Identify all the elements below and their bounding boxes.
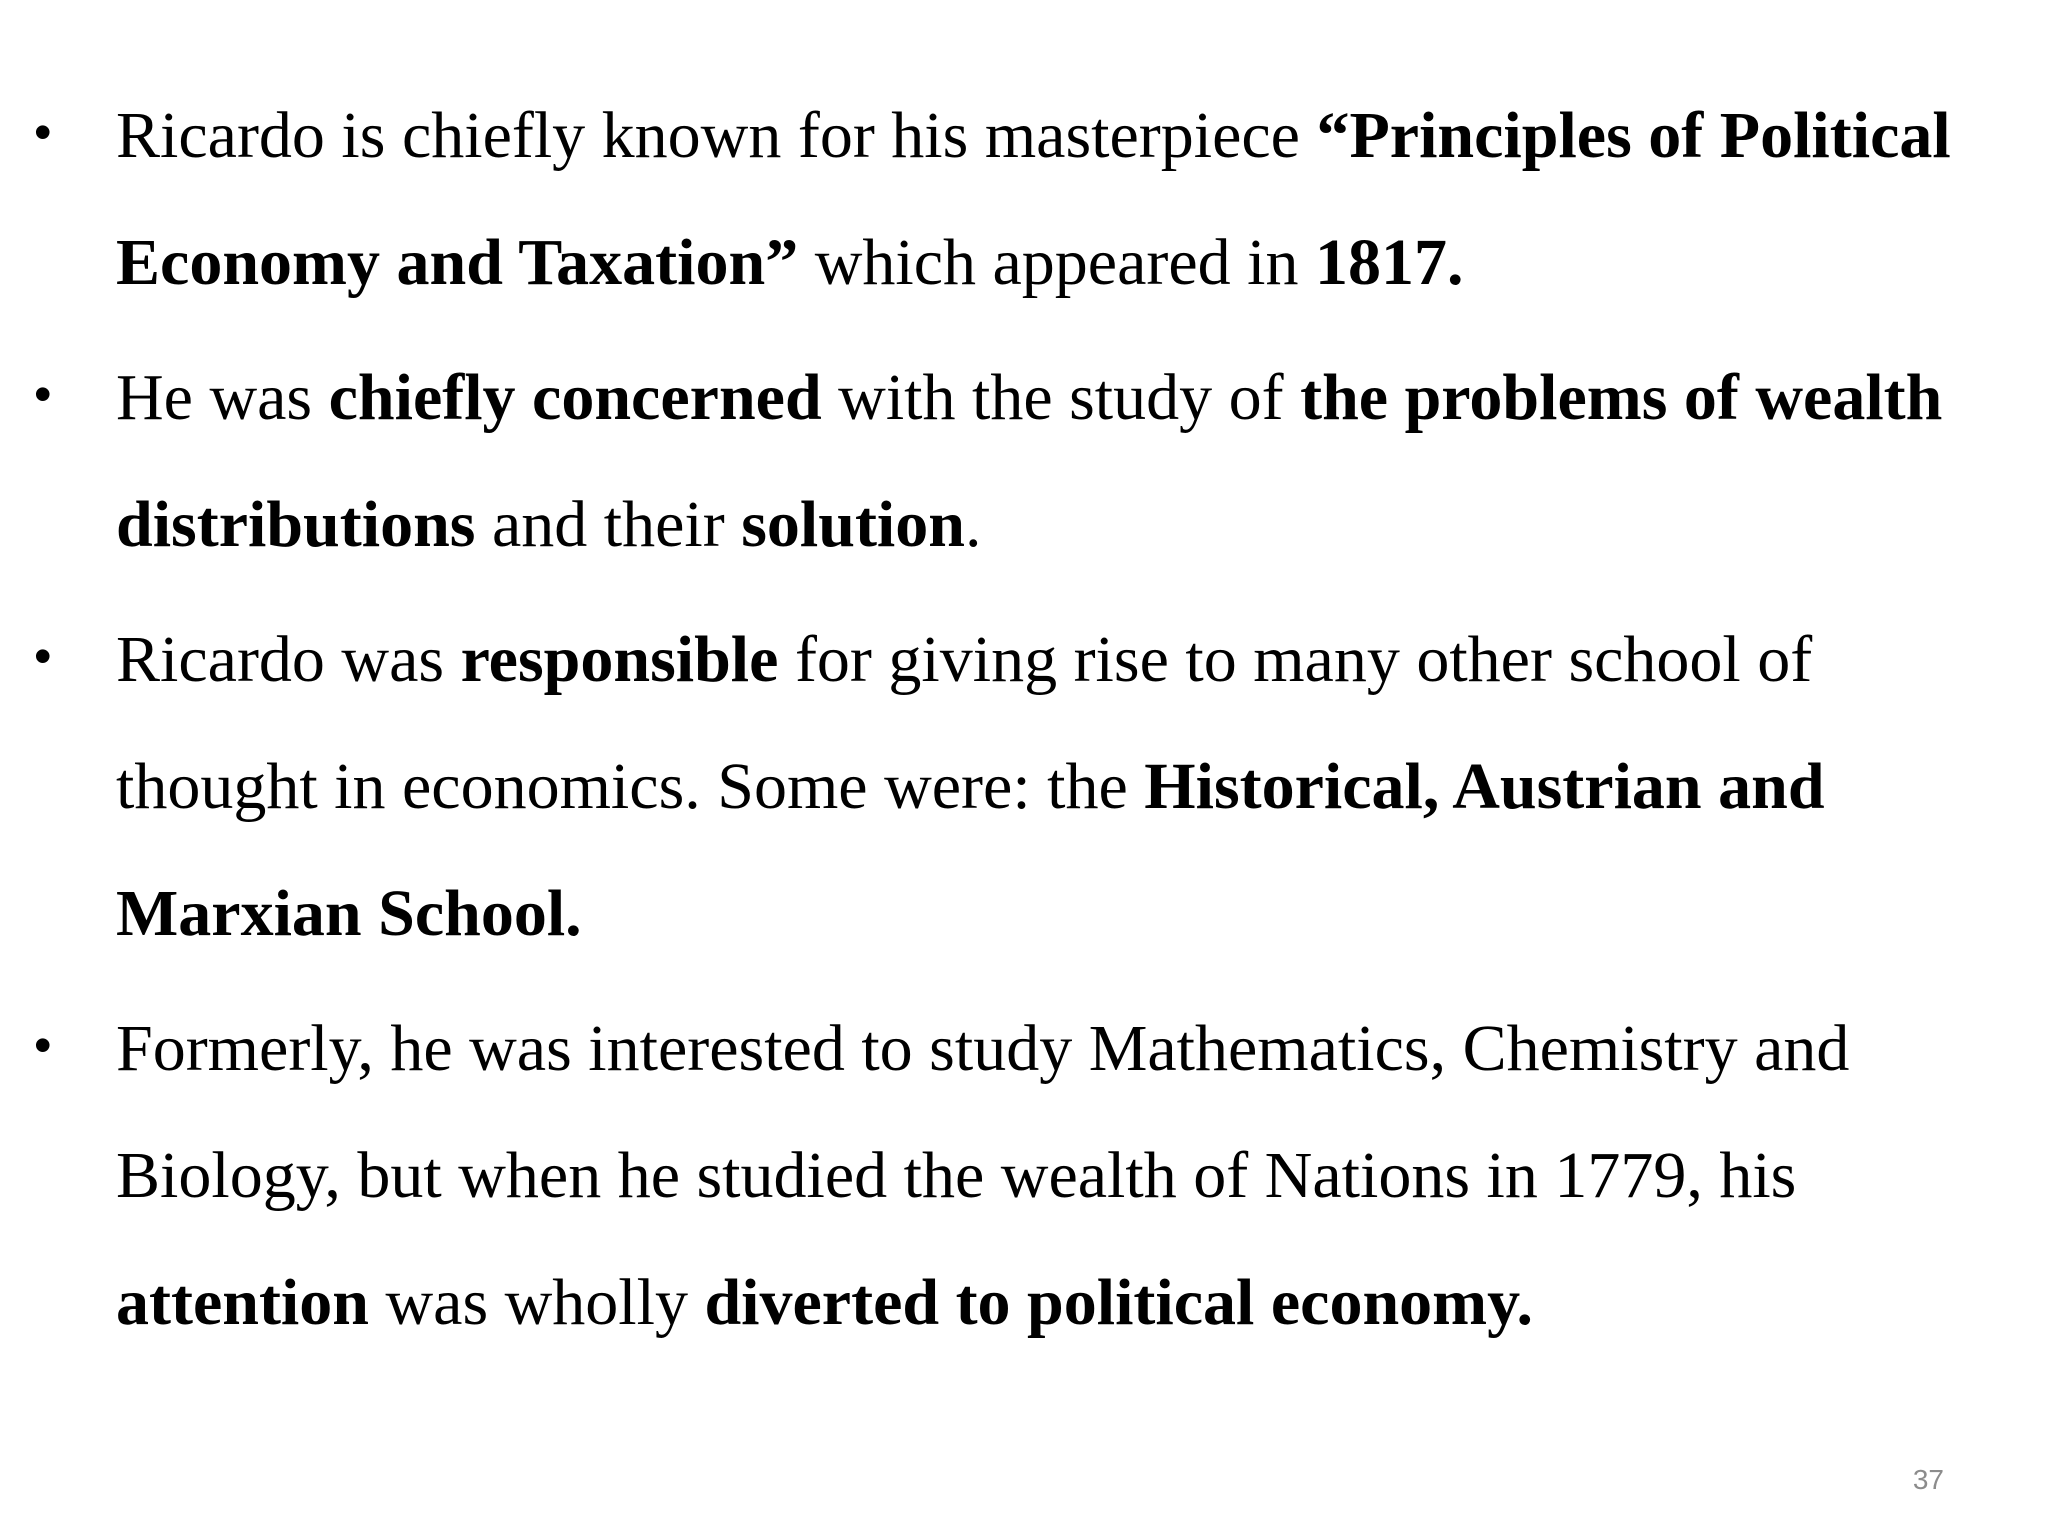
bullet-item: [0, 985, 2048, 1366]
text-segment-bold: chiefly concerned: [328, 361, 822, 434]
text-segment: .: [964, 488, 982, 561]
text-segment: Ricardo is chiefly known for his masterpiece: [116, 99, 1317, 172]
text-segment: which appeared in: [798, 226, 1316, 299]
text-segment: with the study of: [821, 361, 1301, 434]
bullet-text: [116, 623, 1825, 950]
text-segment-bold: “Principles of Political Economy and Taxation”: [116, 99, 1951, 299]
text-segment: Formerly, he was interested to study Mathematics, Chemistry and Biology, but when he studied the wealth of Nations in 1779, his: [116, 1012, 1850, 1212]
text-segment: Ricardo was: [116, 623, 461, 696]
text-segment-bold: responsible: [460, 623, 779, 696]
bullet-item: [0, 72, 2048, 326]
bullet-list: [0, 72, 2048, 1374]
text-segment-bold: Historical, Austrian and Marxian School.: [116, 750, 1825, 950]
text-segment: for giving rise to many other school of thought in economics. Some were: the: [116, 623, 1813, 823]
bullet-text: [116, 1012, 1849, 1339]
text-segment: He was: [116, 361, 329, 434]
text-segment-bold: diverted to political economy.: [704, 1266, 1534, 1339]
text-segment-bold: solution: [741, 488, 965, 561]
bullet-icon: •: [34, 628, 52, 684]
text-segment-bold: 1817.: [1315, 226, 1464, 299]
text-segment-bold: attention: [116, 1266, 369, 1339]
slide-number: 37: [1912, 1464, 1944, 1495]
bullet-text: [116, 99, 1951, 299]
bullet-text: [116, 361, 1942, 561]
text-segment: was wholly: [368, 1266, 705, 1339]
text-segment: and their: [475, 488, 742, 561]
bullet-item: [0, 596, 2048, 977]
bullet-item: [0, 334, 2048, 588]
bullet-icon: •: [34, 366, 52, 422]
bullet-icon: •: [34, 1017, 52, 1073]
bullet-icon: •: [34, 104, 52, 160]
text-segment-bold: the problems of wealth distributions: [116, 361, 1943, 561]
